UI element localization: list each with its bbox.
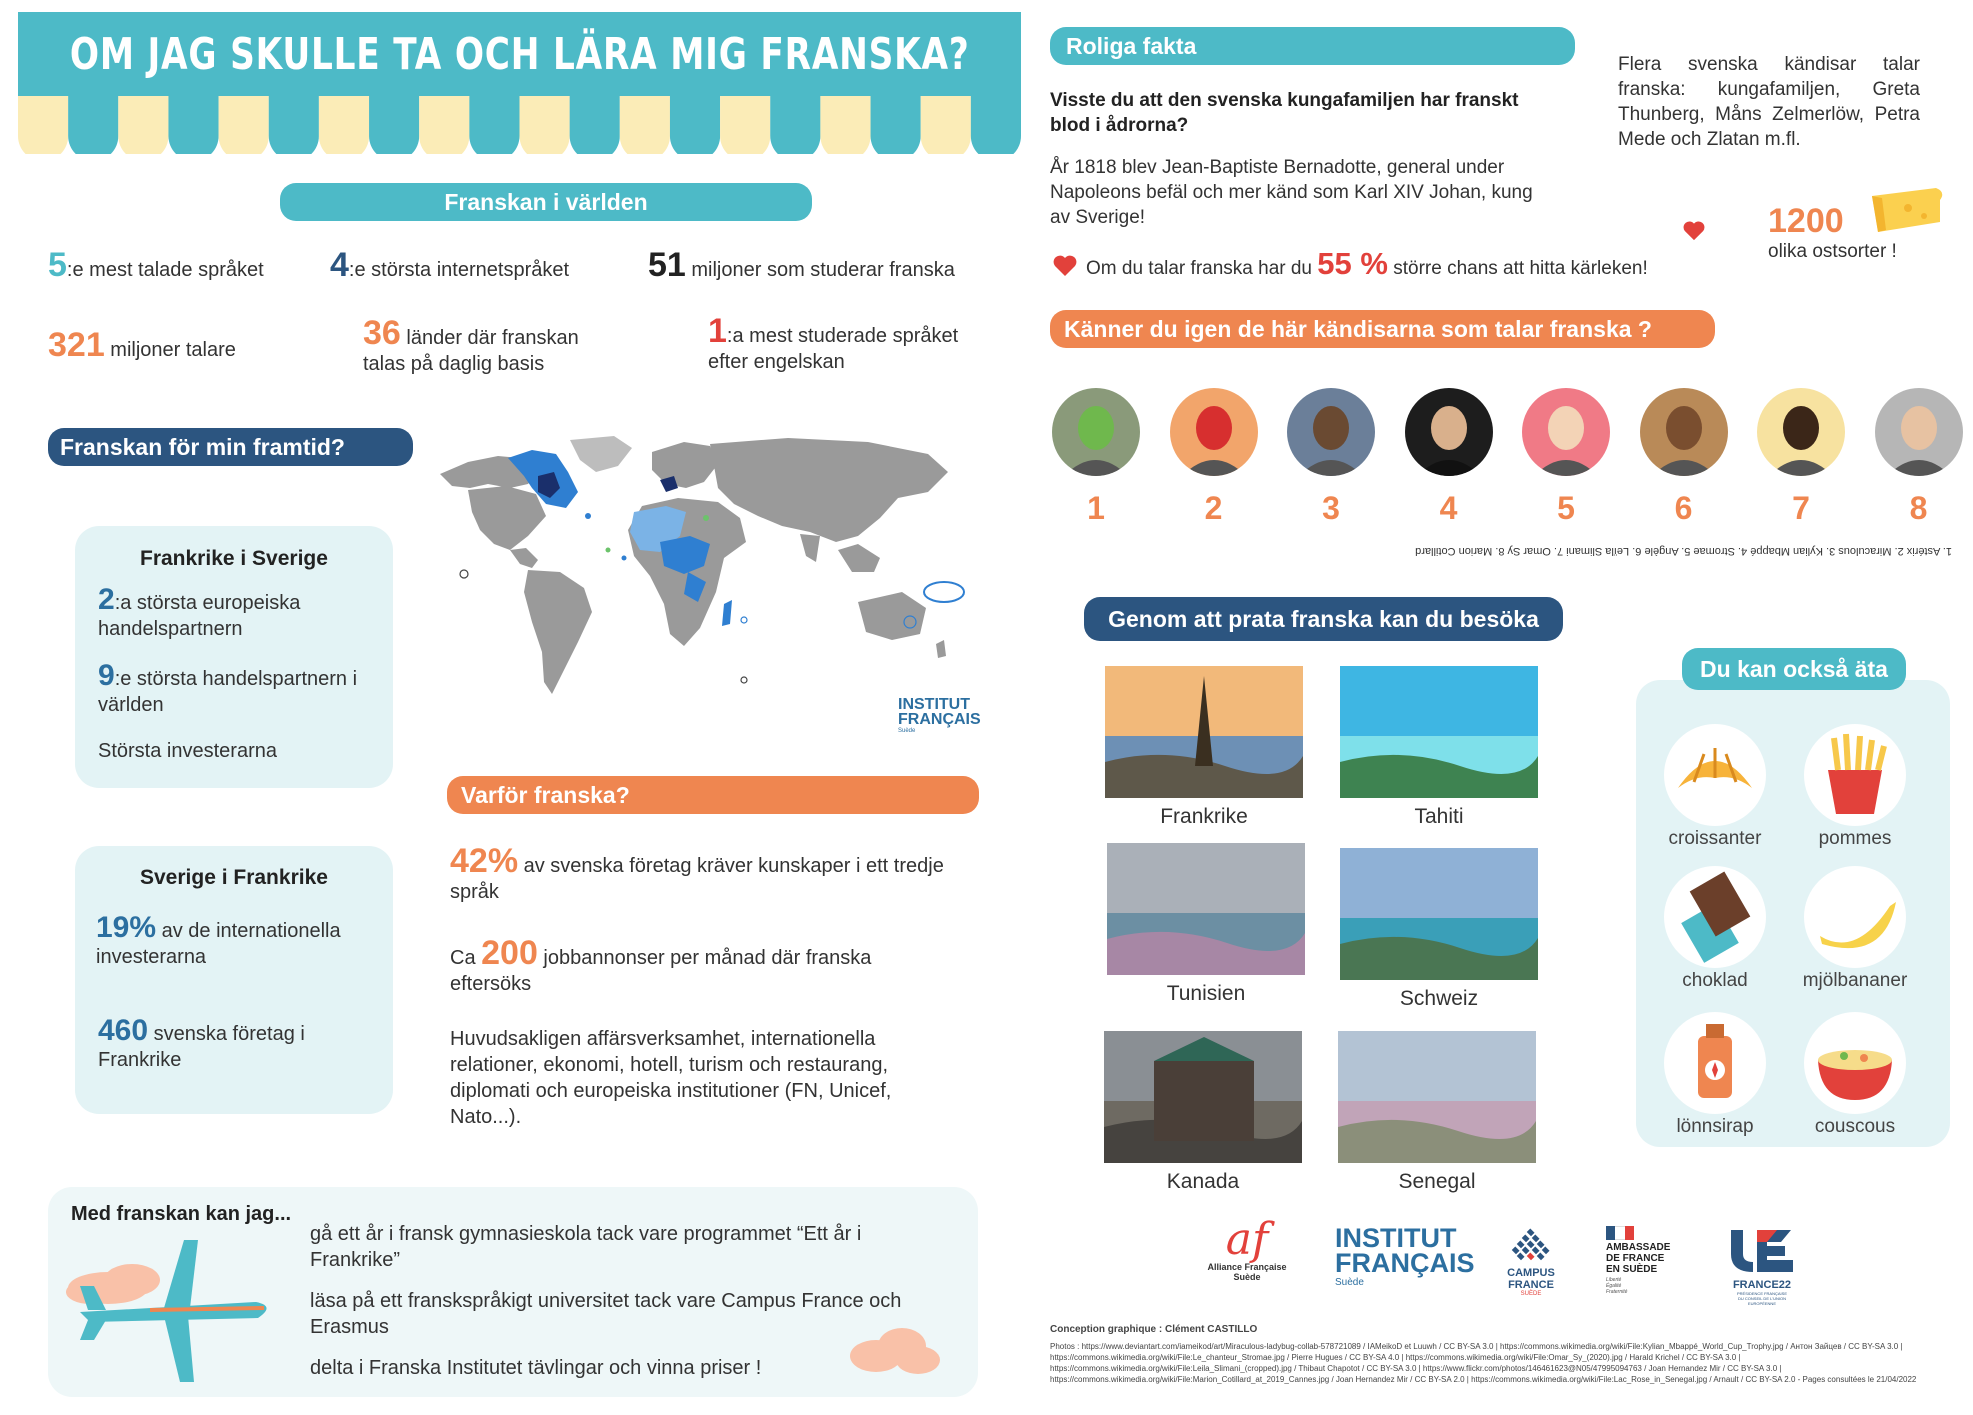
destination-label: Tahiti — [1414, 805, 1464, 828]
awning-stripe — [369, 96, 419, 154]
awning-stripe — [620, 96, 670, 154]
food-label: couscous — [1814, 1116, 1896, 1137]
world-heading: Franskan i världen — [280, 183, 812, 221]
campus-dot — [1522, 1234, 1530, 1242]
celebrity-number: 7 — [1792, 490, 1810, 526]
destination-label: Tunisien — [1166, 982, 1246, 1005]
awning-stripe — [871, 96, 921, 154]
facts-question: Visste du att den svenska kungafamiljen har franskt blod i ådrorna? — [1050, 90, 1519, 136]
destination-label: Senegal — [1398, 1170, 1476, 1193]
se-fr-item: 19% av de internationella investerarna — [96, 911, 341, 968]
awning-stripe — [419, 96, 469, 154]
future-heading: Franskan för min framtid? — [48, 428, 413, 466]
campus-dot — [1542, 1246, 1550, 1254]
awning-stripe — [570, 96, 620, 154]
awning-stripe — [820, 96, 870, 154]
page-title: OM JAG SKULLE TA OCH LÄRA MIG FRANSKA? — [69, 28, 970, 80]
food-icon — [1804, 866, 1906, 968]
stat-students: 51 miljoner som studerar franska — [648, 246, 955, 284]
facts-love: Om du talar franska har du 55 % större chans att hitta kärleken! — [1086, 246, 1648, 281]
avatar — [1170, 388, 1258, 476]
food-label: pommes — [1818, 828, 1892, 849]
credits-design: Conception graphique : Clément CASTILLO — [1050, 1324, 1258, 1335]
campus-dot — [1537, 1252, 1545, 1260]
awning-stripe — [770, 96, 820, 154]
stat-most-studied: 1:a mest studerade språket efter engelskan — [708, 312, 959, 373]
destination-photo — [1338, 1031, 1536, 1163]
fr-se-item: Största investerarna — [98, 740, 277, 762]
facts-heading: Roliga fakta — [1050, 27, 1575, 65]
food-icon — [1664, 1012, 1766, 1114]
awning-stripe — [269, 96, 319, 154]
celebs-answers: 1. Astérix 2. Miraculous 3. Kylian Mbappé 4. Stromae 5. Angèle 6. Leïla Slimani 7. Omar Sy 8. Marion Cotillard — [1415, 545, 1952, 557]
box-sweden-in-france-title: Sverige i Frankrike — [140, 866, 328, 889]
can-item: delta i Franska Institutet tävlingar och vinna priser ! — [310, 1357, 762, 1379]
institut-francais-logo: INSTITUT FRANÇAIS Suède — [1335, 1223, 1475, 1288]
avatar — [1522, 388, 1610, 476]
food-label: lönnsirap — [1676, 1116, 1754, 1137]
campus-dot — [1512, 1246, 1520, 1254]
destination-photo — [1107, 843, 1305, 975]
awning-stripe — [68, 96, 118, 154]
france22-emblem-icon — [1727, 1226, 1797, 1274]
celebrity-number: 5 — [1557, 490, 1575, 526]
destination-image — [1338, 1031, 1536, 1163]
awning-stripe — [319, 96, 369, 154]
awning-stripe — [219, 96, 269, 154]
campus-dot — [1522, 1246, 1530, 1254]
visit-heading: Genom att prata franska kan du besöka — [1084, 597, 1563, 641]
campus-france-logo: CAMPUS FRANCE SUÈDE — [1496, 1228, 1566, 1297]
celebrity-photo — [1405, 388, 1493, 476]
awning-decoration — [18, 96, 1021, 154]
cheese-text: olika ostsorter ! — [1768, 241, 1897, 262]
food-icon — [1804, 1012, 1906, 1114]
awning-stripe — [971, 96, 1021, 154]
embassy-logo: AMBASSADE DE FRANCE EN SUÈDE Liberté Égalité Fraternité — [1606, 1226, 1686, 1295]
awning-stripe — [168, 96, 218, 154]
celebrity-photo — [1170, 388, 1258, 476]
celebrity-number: 6 — [1674, 490, 1693, 526]
campus-dot — [1532, 1246, 1540, 1254]
celebrity-number: 3 — [1322, 490, 1340, 526]
celebs-heading: Känner du igen de här kändisarna som talar franska ? — [1050, 310, 1715, 348]
cheese-count: 1200 — [1768, 202, 1844, 240]
cloud-icon — [846, 1320, 942, 1378]
celebrity-photo — [1757, 388, 1845, 476]
stat-most-spoken: 5:e mest talade språket — [48, 246, 264, 284]
destination-label: Frankrike — [1160, 805, 1248, 828]
destination-photo — [1340, 666, 1538, 798]
why-item: Ca 200 jobbannonser per månad där franska eftersöks — [450, 934, 872, 995]
food-label: croissanter — [1668, 828, 1762, 849]
fr-se-item: 9:e största handelspartnern i världen — [98, 659, 358, 716]
why-heading: Varför franska? — [447, 776, 979, 814]
celebrity-photo — [1052, 388, 1140, 476]
destination-photo — [1105, 666, 1303, 798]
celebrity-photo — [1287, 388, 1375, 476]
campus-dot — [1517, 1240, 1525, 1248]
destination-label: Kanada — [1166, 1170, 1240, 1193]
facts-answer: År 1818 blev Jean-Baptiste Bernadotte, general under Napoleons befäl och mer känd som Karl XIV Johan, kung av Sverige! — [1050, 157, 1533, 228]
destination-image — [1105, 666, 1303, 798]
facts-celebrities: Flera svenska kändisar talar franska: kungafamiljen, Greta Thunberg, Måns Zelmerlöw, Petra Mede och Zlatan m.fl. — [1618, 54, 1920, 150]
avatar — [1405, 388, 1493, 476]
campus-france-diamond-icon — [1501, 1228, 1561, 1262]
campus-dot — [1517, 1252, 1525, 1260]
awning-stripe — [720, 96, 770, 154]
airplane-icon — [60, 1236, 290, 1386]
food-label: mjölbananer — [1802, 970, 1908, 991]
stat-internet: 4:e största internetspråket — [330, 246, 570, 284]
food-icon — [1664, 724, 1766, 826]
destination-image — [1104, 1031, 1302, 1163]
campus-dot — [1527, 1252, 1535, 1260]
food-heading: Du kan också äta — [1682, 648, 1906, 690]
awning-stripe — [118, 96, 168, 154]
destination-label: Schweiz — [1399, 987, 1479, 1010]
awning-stripe — [921, 96, 971, 154]
can-item: gå ett år i fransk gymnasieskola tack vare programmet “Ett år i Frankrike” — [310, 1223, 862, 1271]
destination-photo — [1104, 1031, 1302, 1163]
destination-photo — [1340, 848, 1538, 980]
avatar — [1640, 388, 1728, 476]
avatar — [1287, 388, 1375, 476]
france22-logo: FRANCE22 PRÉSIDENCE FRANÇAISE DU CONSEIL DE L'UNION EUROPÉENNE — [1722, 1226, 1802, 1306]
can-item: läsa på ett franskspråkigt universitet tack vare Campus France och Erasmus — [310, 1290, 902, 1338]
alliance-francaise-logo: af Alliance Française Suède — [1207, 1214, 1287, 1282]
french-flag-icon — [1606, 1226, 1634, 1240]
awning-stripe — [520, 96, 570, 154]
destination-image — [1340, 666, 1538, 798]
why-item: 42% av svenska företag kräver kunskaper i ett tredje språk — [450, 842, 944, 903]
why-item: Huvudsakligen affärsverksamhet, internationella relationer, ekonomi, hotell, turism och restaurang, diplomati och europeiska institutioner (FN, Unicef, Nato...). — [450, 1028, 892, 1128]
heart-icon — [1682, 220, 1706, 242]
header-banner — [18, 12, 1021, 96]
celebrity-photo — [1522, 388, 1610, 476]
celebrity-number: 2 — [1204, 490, 1223, 526]
celebrity-number: 8 — [1909, 490, 1928, 526]
stat-countries: 36 länder där franskan talas på daglig basis — [363, 314, 579, 375]
campus-dot — [1537, 1240, 1545, 1248]
awning-stripe — [670, 96, 720, 154]
avatar — [1757, 388, 1845, 476]
celebrity-photo — [1640, 388, 1728, 476]
avatar — [1875, 388, 1963, 476]
celebrity-number: 1 — [1087, 490, 1105, 526]
campus-dot — [1527, 1240, 1535, 1248]
cheese-icon — [1868, 186, 1948, 234]
se-fr-item: 460 svenska företag i Frankrike — [98, 1014, 305, 1071]
food-icon — [1664, 866, 1766, 968]
box-france-in-sweden-title: Frankrike i Sverige — [140, 547, 328, 570]
destination-image — [1340, 848, 1538, 980]
awning-stripe — [469, 96, 519, 154]
credits-photos: Photos : https://www.deviantart.com/iameikod/art/Miraculous-ladybug-collab-578721089 / IAMeikoD et Luuwh / CC BY-SA 3.0 | https://commons.wikimedia.org/wiki/File:Kylian_Mbappé_World_Cup_Trophy.jpg / Антон Зайцев / CC BY-SA 3.0 | https://commons.wikimedia.org/wiki/File:Le_chanteur_Stromae.jpg / Pierre Hugues / CC BY-SA 4.0 | https://commons.wikimedia.org/wiki/File:Omar_Sy_(2020).jpg / Harald Krichel / CC BY-SA 3.0 | https://commons.wikimedia.org/wiki/File:Leila_Slimani_(cropped).jpg / Thibaut Chapotot / CC BY-SA 3.0 | https://www.flickr.com/photos/146461623@N05/47995094763 / Joan Hernandez Mir / CC BY-SA 3.0 | https://commons.wikimedia.org/wiki/File:Marion_Cotillard_at_2019_Cannes.jpg / Joan Hernandez Mir / CC BY-SA 2.0 | https://commons.wikimedia.org/wiki/File:Lac_Rose_in_Senegal.jpg / Arnault / CC BY-SA 2.0 - Pages consultées le 21/04/2022 — [1050, 1342, 1917, 1384]
destination-image — [1107, 843, 1305, 975]
food-icon — [1804, 724, 1906, 826]
celebrity-photo — [1875, 388, 1963, 476]
awning-stripe — [18, 96, 68, 154]
campus-dot — [1527, 1228, 1535, 1236]
stat-speakers: 321 miljoner talare — [48, 326, 236, 364]
campus-dot — [1532, 1234, 1540, 1242]
avatar — [1052, 388, 1140, 476]
food-label: choklad — [1682, 970, 1748, 991]
celebrity-number: 4 — [1439, 490, 1458, 526]
institut-francais-logo-map: INSTITUT FRANÇAIS Suède — [898, 696, 981, 734]
can-heading: Med franskan kan jag... — [71, 1203, 292, 1225]
fr-se-item: 2:a största europeiska handelspartnern — [98, 583, 301, 640]
heart-icon — [1052, 254, 1078, 278]
